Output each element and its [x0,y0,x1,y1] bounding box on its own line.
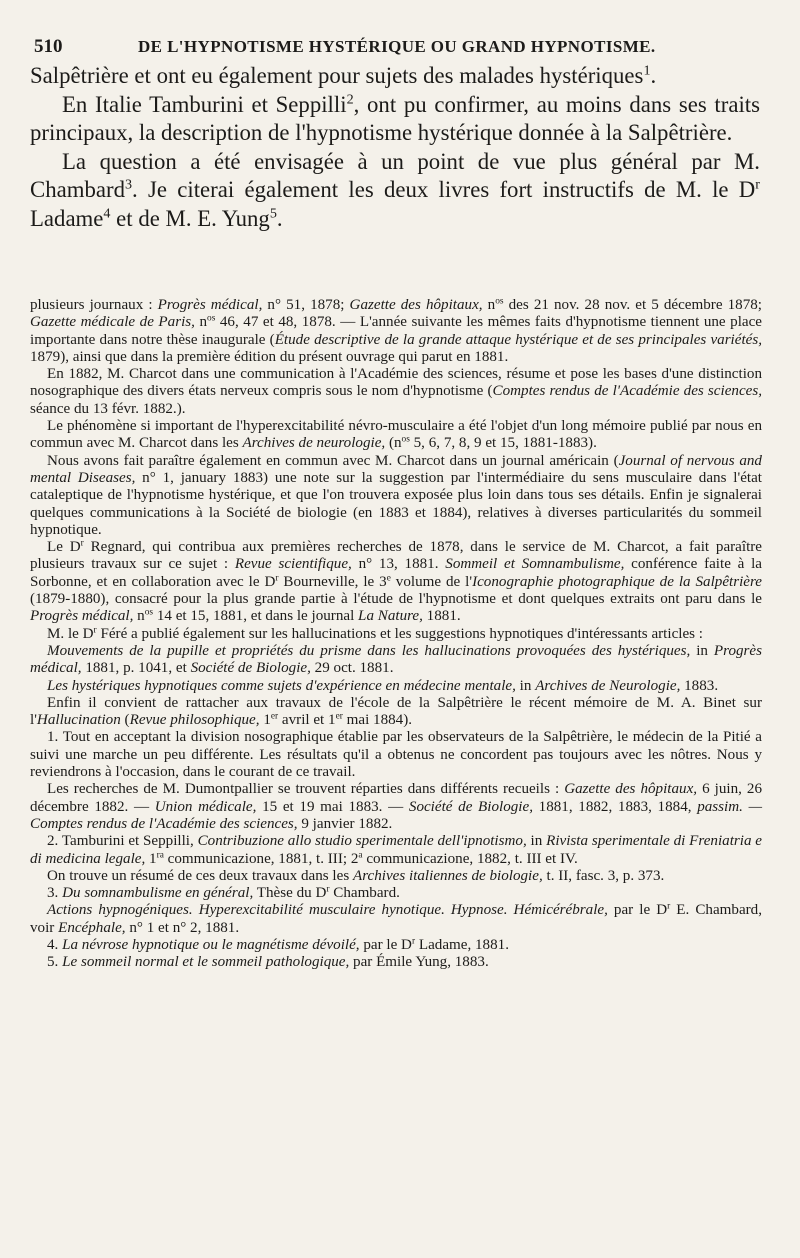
footnote-4: 4. La névrose hypnotique ou le magnétisme dévoilé, par le $D^r$ Ladame, 1881. [47,936,509,953]
footnote-paragraph: Les hystériques hypnotiques comme sujets d'expérience en médecine mentale, in Archives de Neurologie, 1883. [47,677,719,694]
footnote-ref: 2 [346,91,354,108]
footnote-paragraph: Les recherches de M. Dumontpallier se trouvent réparties dans différents recueils : Gazette des hôpitaux, 6 juin, 26 décembre 1882. — Union médicale, 15 et 19 mai 1883. — Société de Biologie, 1881, 1882, 1883, 1884, passim. — Comptes rendus de l'Académie des sciences, 9 janvier 1882. [30,781,763,832]
footnote-paragraph: Nous avons fait paraître également en commun avec M. Charcot dans un journal américain (Journal of nervous and mental Diseases, n° 1, january 1883) une note sur la suggestion par l'intermédiaire du sens musculaire dans l'état cataleptique de l'hypnotisme hystérique, et que l'on trouvera exposée plus loin dans tous ses détails. Enfin je signalerai quelques communications à la Société de biologie (en 1883 et 1884), relatives à diverses particularités du sommeil hypnotique. [30,452,762,538]
footnote-paragraph: plusieurs journaux : Progrès médical, n° 51, 1878; Gazette des hôpitaux, $n^{os}$ des 21 nov. 28 nov. et 5 décembre 1878; Gazette médicale de Paris, $n^{os}$ 46, 47 et 48, 1878. — L'année suivante les mêmes faits d'hypnotisme tiennent une place importante dans notre thèse inaugurale (Étude descriptive de la grande attaque hystérique et de ses principales variétés, 1879), ainsi que dans la première édition du présent ouvrage qui parut en 1881. [30,296,762,365]
main-paragraph: Salpêtrière et ont eu également pour sujets des malades hystériques$^1$. [30,62,657,88]
footnote-3: 3. Du somnambulisme en général, Thèse du $D^r$ Chambard. [47,884,400,902]
footnote-paragraph: Le $D^r$ Regnard, qui contribua aux premières recherches de 1878, dans le service de M. Charcot, a fait paraître plusieurs travaux sur ce sujet : Revue scientifique, n° 13, 1881. Sommeil et Somnambulisme, conférence faite à la Sorbonne, et en collaboration avec le $D^r$ Bourneville, le 3e volume de l'Iconographie photographique de la Salpêtrière (1879-1880), consacré pour la plus grande partie à l'étude de l'hypnotisme et dont quelques extraits ont paru dans le Progrès médical, $n^{os}$ 14 et 15, 1881, et dans le journal La Nature, 1881. [30,538,762,625]
footnote-paragraph: M. le $D^r$ Féré a publié également sur les hallucinations et les suggestions hypnotiques d'intéressants articles : [47,625,704,642]
footnotes [30,297,762,972]
footnote-paragraph: Actions hypnogéniques. Hyperexcitabilité musculaire hynotique. Hypnose. Hémicérébrale, par le $D^r$ E. Chambard, voir Encéphale, n° 1 et n° 2, 1881. [30,901,762,936]
main-text [30,62,760,233]
footnote-paragraph: On trouve un résumé de ces deux travaux dans les Archives italiennes de biologie, t. II, fasc. 3, p. 373. [47,867,665,884]
footnote-2: 2. Tamburini et Seppilli, Contribuzione allo studio sperimentale dell'ipnotismo, in Rivista sperimentale di Freniatria e di medicina legale, $1^{ra}$ communicazione, 1881, t. III; 2$^a$ communicazione, 1882, t. III et IV. [30,833,763,867]
footnote-5: 5. Le sommeil normal et le sommeil pathologique, par Émile Yung, 1883. [47,954,489,971]
running-head [34,36,774,58]
running-title: DE L'HYPNOTISME HYSTÉRIQUE OU GRAND HYPNOTISME. [138,37,656,56]
page-number: 510 [34,36,63,57]
footnote-ref: 1 [643,62,651,79]
footnote-paragraph: Mouvements de la pupille et propriétés du prisme dans les hallucinations provoquées des hystériques, in Progrès médical, 1881, p. 1041, et Société de Biologie, 29 oct. 1881. [30,642,762,677]
footnote-ref: 5 [269,205,277,222]
footnote-ref: 3 [124,176,133,193]
footnote-ref: 4 [103,205,111,222]
footnote-paragraph: Le phénomène si important de l'hyperexcitabilité névro-musculaire a été l'objet d'un long mémoire publié par nous en commun avec M. Charcot dans les Archives de neurologie, ($n^{os}$ 5, 6, 7, 8, 9 et 15, 1881-1883). [30,418,762,452]
main-paragraph: En Italie Tamburini et Seppilli$^2$, ont pu confirmer, au moins dans ses traits principaux, la description de l'hypnotisme hystérique donnée à la Salpêtrière. [30,91,760,145]
footnote-paragraph: Enfin il convient de rattacher aux travaux de l'école de la Salpêtrière le récent mémoire de M. A. Binet sur l'Hallucination (Revue philosophique, 1er avril et 1er mai 1884). [30,694,762,729]
footnote-paragraph: En 1882, M. Charcot dans une communication à l'Académie des sciences, résume et pose les bases d'une distinction nosographique des divers états nerveux compris sous le nom d'hypnotisme (Comptes rendus de l'Académie des sciences, séance du 13 févr. 1882.). [30,366,762,417]
footnote-1: 1. Tout en acceptant la division nosographique établie par les observateurs de la Salpêtrière, le médecin de la Pitié a suivi une marche un peu différente. Les résultats qu'il a obtenus ne concordent pas toujours avec les nôtres. Nous y reviendrons à l'occasion, dans le courant de ce travail. [30,729,762,781]
main-paragraph: La question a été envisagée à un point de vue plus général par M. Chambard$^3$. Je citerai également les deux livres fort instructifs de M. le $D^r$ Ladame$^4$ et de M. E. Yung$^5$. [30,148,760,231]
